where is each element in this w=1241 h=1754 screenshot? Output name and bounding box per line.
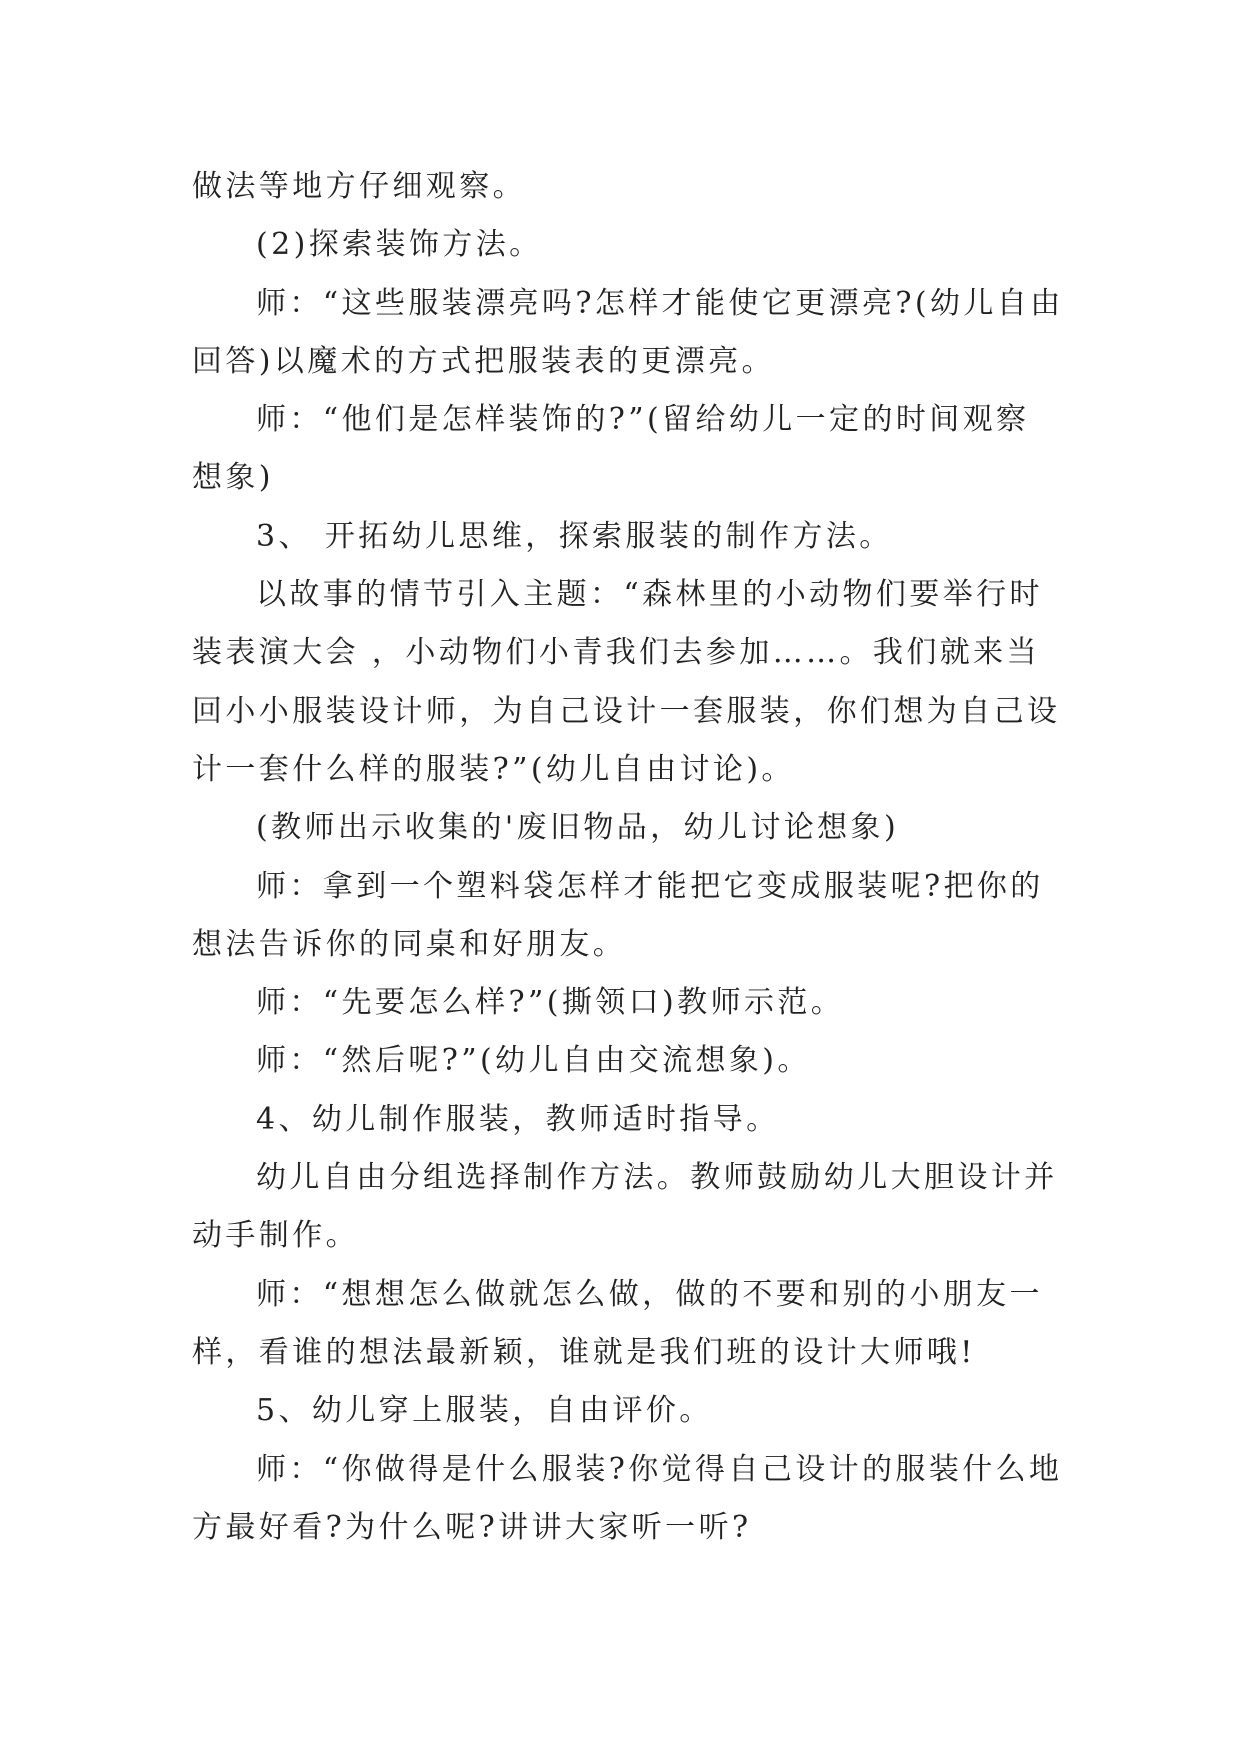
text-line: 计一套什么样的服装?”(幼儿自由讨论)。 — [192, 751, 795, 787]
text-line: 幼儿自由分组选择制作方法。教师鼓励幼儿大胆设计并 — [256, 1160, 1058, 1196]
text-line: 师：“你做得是什么服装?你觉得自己设计的服装什么地 — [256, 1451, 1063, 1487]
text-line: (教师出示收集的'废旧物品，幼儿讨论想象) — [256, 810, 900, 846]
text-line: 4、幼儿制作服装，教师适时指导。 — [256, 1101, 780, 1137]
text-line: 5、幼儿穿上服装，自由评价。 — [256, 1393, 713, 1429]
text-line: 做法等地方仔细观察。 — [192, 169, 526, 204]
document-body — [192, 158, 1064, 1557]
text-line: 动手制作。 — [192, 1218, 359, 1254]
text-line: 师：“然后呢?”(幼儿自由交流想象)。 — [256, 1043, 811, 1079]
text-line: 3、 开拓幼儿思维，探索服装的制作方法。 — [256, 518, 893, 554]
text-line: 师：拿到一个塑料袋怎样才能把它变成服装呢?把你的 — [256, 868, 1044, 904]
text-line: 想象) — [192, 460, 274, 496]
text-line: 回小小服装设计师，为自己设计一套服装，你们想为自己设 — [192, 693, 1061, 729]
text-line: 以故事的情节引入主题：“森林里的小动物们要举行时 — [256, 577, 1043, 613]
text-line: (2)探索装饰方法。 — [256, 227, 543, 263]
text-line: 师：“这些服装漂亮吗?怎样才能使它更漂亮?(幼儿自由 — [256, 285, 1064, 321]
text-line: 师：“先要怎么样?”(撕领口)教师示范。 — [256, 985, 845, 1021]
text-line: 师：“他们是怎样装饰的?”(留给幼儿一定的时间观察 — [256, 402, 1030, 438]
text-line: 方最好看?为什么呢?讲讲大家听一听? — [192, 1509, 752, 1545]
text-line: 想法告诉你的同桌和好朋友。 — [192, 926, 627, 962]
text-line: 样，看谁的想法最新颖，谁就是我们班的设计大师哦! — [192, 1334, 976, 1370]
text-line: 师：“想想怎么做就怎么做，做的不要和别的小朋友一 — [256, 1276, 1043, 1312]
text-line: 回答)以魔术的方式把服装表的更漂亮。 — [192, 343, 775, 379]
text-line: 装表演大会 ，小动物们小青我们去参加……。我们就来当 — [192, 635, 1040, 671]
